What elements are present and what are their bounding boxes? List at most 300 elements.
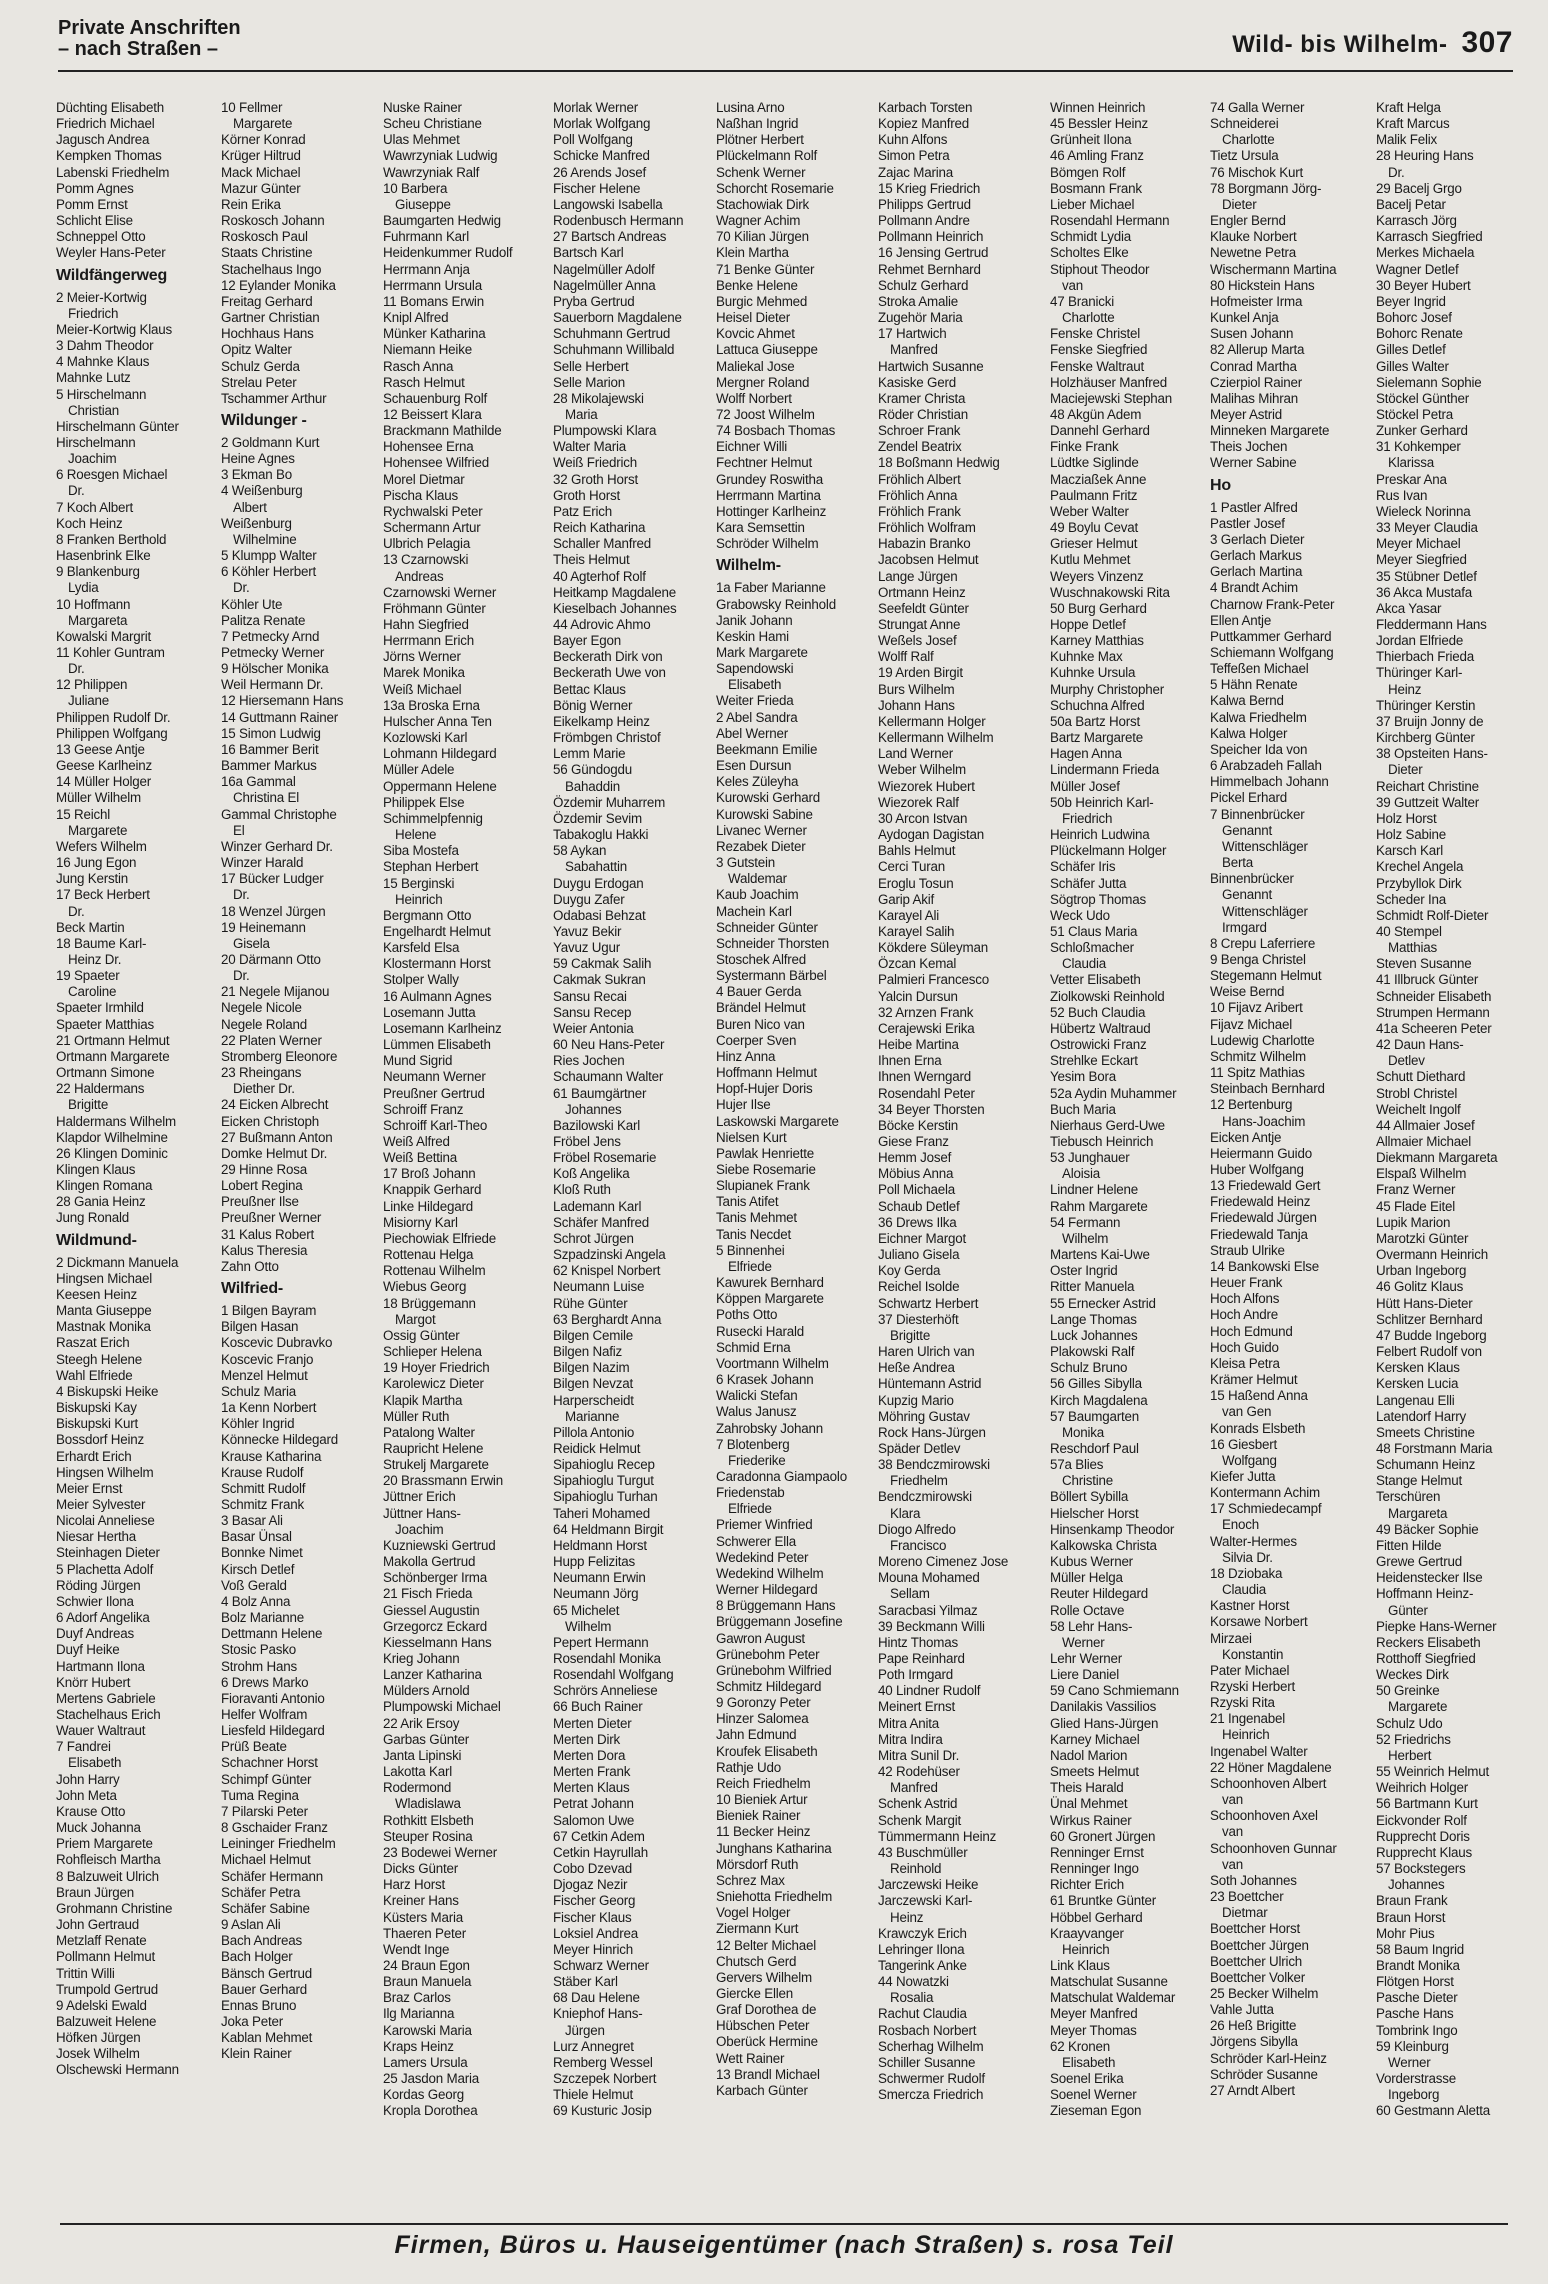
resident-entry: Späder Detlev: [878, 1440, 961, 1456]
resident-entry: Fröhlich Wolfram: [878, 520, 976, 536]
resident-entry: Taheri Mohamed: [553, 1505, 650, 1521]
resident-entry: Schwier Ilona: [56, 1593, 134, 1609]
resident-entry: Eikelkamp Heinz: [553, 713, 650, 729]
resident-entry: 16 Bammer Berit: [221, 741, 319, 757]
resident-entry: Weber Wilhelm: [878, 762, 966, 778]
resident-entry: Plückelmann Holger: [1050, 843, 1167, 859]
resident-entry: 4 Bolz Anna: [221, 1593, 291, 1609]
resident-entry: 13a Broska Erna: [383, 697, 480, 713]
entry-continuation: Heinz: [1388, 681, 1422, 697]
resident-entry: Grzegorcz Eckard: [383, 1618, 487, 1634]
resident-entry: Spaeter Irmhild: [56, 1000, 144, 1016]
resident-entry: Hirschelmann: [56, 434, 136, 450]
resident-entry: Hingsen Michael: [56, 1270, 152, 1286]
resident-entry: Thüringer Karl-: [1376, 665, 1463, 681]
resident-entry: 17 Hartwich: [878, 326, 947, 342]
resident-entry: Theis Harald: [1050, 1780, 1124, 1796]
resident-entry: Kawurek Bernhard: [716, 1275, 824, 1291]
resident-entry: 5 Binnenhei: [716, 1242, 785, 1258]
resident-entry: 12 Eylander Monika: [221, 277, 336, 293]
resident-entry: Weichelt Ingolf: [1376, 1101, 1461, 1117]
resident-entry: Malihas Mihran: [1210, 390, 1298, 406]
resident-entry: 6 Arabzadeh Fallah: [1210, 758, 1322, 774]
entry-continuation: Monika: [1062, 1424, 1104, 1440]
resident-entry: Ludewig Charlotte: [1210, 1032, 1315, 1048]
resident-entry: Bilgen Cemile: [553, 1327, 634, 1343]
resident-entry: 1a Faber Marianne: [716, 580, 826, 596]
resident-entry: Heibe Martina: [878, 1037, 959, 1053]
resident-entry: Pasche Dieter: [1376, 1990, 1458, 2006]
resident-entry: Spaeter Matthias: [56, 1016, 155, 1032]
resident-entry: 28 Gania Heinz: [56, 1194, 146, 1210]
entry-continuation: Charlotte: [1222, 132, 1275, 148]
resident-entry: Thiele Helmut: [553, 2087, 634, 2103]
street-heading: Wildmund-: [56, 1231, 137, 1249]
resident-entry: Saracbasi Yilmaz: [878, 1602, 978, 1618]
entry-continuation: van: [1222, 1824, 1243, 1840]
entry-continuation: Marianne: [565, 1408, 620, 1424]
resident-entry: 4 Bauer Gerda: [716, 984, 802, 1000]
resident-entry: Pawlak Henriette: [716, 1145, 815, 1161]
resident-entry: Schönberger Irma: [383, 1570, 487, 1586]
resident-entry: Friedewald Heinz: [1210, 1194, 1311, 1210]
resident-entry: Krieg Johann: [383, 1651, 460, 1666]
resident-entry: Murphy Christopher: [1050, 681, 1164, 697]
resident-entry: Grundey Roswitha: [716, 471, 823, 487]
resident-entry: Bach Andreas: [221, 1933, 302, 1949]
resident-entry: Joka Peter: [221, 2013, 284, 2029]
entry-continuation: Sellam: [890, 1586, 930, 1602]
resident-entry: Janta Lipinski: [383, 1747, 462, 1763]
resident-entry: Schäfer Petra: [221, 1884, 301, 1900]
resident-entry: Stephan Herbert: [383, 859, 479, 875]
resident-entry: Braz Carlos: [383, 1990, 451, 2006]
resident-entry: Rupprecht Klaus: [1376, 1844, 1472, 1860]
resident-entry: Kowalski Margrit: [56, 628, 152, 644]
resident-entry: Eickvonder Rolf: [1376, 1812, 1467, 1828]
resident-entry: Braun Manuela: [383, 1974, 472, 1990]
resident-entry: 19 Hoyer Friedrich: [383, 1360, 490, 1376]
resident-entry: Pollmann Heinrich: [878, 229, 984, 245]
resident-entry: Strukelj Margarete: [383, 1457, 489, 1473]
resident-entry: Karsch Karl: [1376, 843, 1444, 859]
resident-entry: Schmitz Wilhelm: [1210, 1048, 1306, 1064]
entry-continuation: Friedrich: [68, 305, 119, 321]
resident-entry: Wawrzyniak Ludwig: [383, 148, 498, 164]
resident-entry: Hottinger Karlheinz: [716, 503, 827, 519]
resident-entry: Eicken Antje: [1210, 1129, 1282, 1145]
resident-entry: Friedenstab: [716, 1485, 785, 1501]
resident-entry: Krause Otto: [56, 1803, 126, 1819]
resident-entry: 24 Braun Egon: [383, 1957, 470, 1973]
resident-entry: 12 Beissert Klara: [383, 406, 482, 422]
resident-entry: 27 Bußmann Anton: [221, 1129, 333, 1145]
resident-entry: 7 Fandrei: [56, 1739, 111, 1755]
resident-entry: 18 Boßmann Hedwig: [878, 455, 1000, 471]
entry-continuation: Wilhelm: [565, 1618, 612, 1634]
resident-entry: Zahn Otto: [221, 1258, 279, 1274]
resident-entry: Kellermann Holger: [878, 713, 986, 729]
resident-entry: 23 Rheingans: [221, 1065, 302, 1081]
resident-entry: John Meta: [56, 1787, 117, 1803]
resident-entry: Menzel Helmut: [221, 1367, 308, 1383]
resident-entry: Schaub Detlef: [878, 1198, 960, 1214]
resident-entry: Wiebus Georg: [383, 1279, 467, 1295]
resident-entry: 45 Flade Eitel: [1376, 1198, 1456, 1214]
resident-entry: Lattuca Giuseppe: [716, 342, 818, 358]
resident-entry: Fuhrmann Karl: [383, 229, 469, 245]
resident-entry: Schaumann Walter: [553, 1069, 664, 1085]
resident-entry: Wiezorek Hubert: [878, 778, 975, 794]
resident-entry: 2 Abel Sandra: [716, 709, 798, 725]
resident-entry: Pryba Gertrud: [553, 293, 635, 309]
resident-entry: Wieleck Norinna: [1376, 503, 1471, 519]
resident-entry: Hüntemann Astrid: [878, 1376, 982, 1392]
entry-continuation: Wittenschläger: [1222, 838, 1308, 854]
resident-entry: 16 Jensing Gertrud: [878, 245, 989, 261]
resident-entry: Bacelj Petar: [1376, 196, 1446, 212]
resident-entry: Krechel Angela: [1376, 859, 1464, 875]
resident-entry: Engelhardt Helmut: [383, 923, 491, 939]
resident-entry: Ortmann Margarete: [56, 1048, 170, 1064]
resident-entry: 56 Gilles Sibylla: [1050, 1376, 1142, 1392]
directory-column: [1376, 100, 1520, 2178]
resident-entry: Bieniek Rainer: [716, 1808, 801, 1824]
resident-entry: Schröder Karl-Heinz: [1210, 2050, 1327, 2066]
resident-entry: Klein Martha: [716, 245, 789, 261]
entry-continuation: Heinrich: [1222, 1727, 1270, 1743]
resident-entry: Karbach Günter: [716, 2082, 808, 2098]
resident-entry: Schmitz Frank: [221, 1496, 304, 1512]
resident-entry: Schoonhoven Albert: [1210, 1775, 1327, 1791]
entry-continuation: van: [1062, 277, 1083, 293]
resident-entry: Mastnak Monika: [56, 1319, 151, 1335]
resident-entry: 38 Bendczmirowski: [878, 1457, 990, 1473]
resident-entry: Raszat Erich: [56, 1335, 130, 1351]
resident-entry: Kropla Dorothea: [383, 2103, 478, 2119]
entry-continuation: Heinrich: [1062, 1941, 1110, 1957]
resident-entry: Charnow Frank-Peter: [1210, 596, 1335, 612]
resident-entry: Klauke Norbert: [1210, 229, 1297, 245]
resident-entry: Graf Dorothea de: [716, 2002, 817, 2018]
resident-entry: Voortmann Wilhelm: [716, 1355, 829, 1371]
resident-entry: Mitra Anita: [878, 1715, 940, 1731]
resident-entry: Schröder Wilhelm: [716, 536, 819, 552]
resident-entry: Simon Petra: [878, 148, 950, 164]
resident-entry: Aydogan Dagistan: [878, 827, 984, 843]
resident-entry: 34 Beyer Thorsten: [878, 1101, 985, 1117]
resident-entry: Karrasch Jörg: [1376, 213, 1457, 229]
resident-entry: 72 Joost Wilhelm: [716, 406, 815, 422]
resident-entry: Karolewicz Dieter: [383, 1376, 484, 1392]
resident-entry: Müller Helga: [1050, 1570, 1123, 1586]
resident-entry: Michael Helmut: [221, 1852, 311, 1868]
resident-entry: 53 Junghauer: [1050, 1150, 1130, 1166]
entry-continuation: Charlotte: [1062, 310, 1115, 326]
resident-entry: 9 Blankenburg: [56, 564, 140, 580]
resident-entry: Schroer Frank: [878, 423, 961, 439]
resident-entry: 18 Dziobaka: [1210, 1565, 1283, 1581]
resident-entry: 12 Belter Michael: [716, 1937, 817, 1953]
entry-continuation: Waldemar: [728, 871, 787, 887]
resident-entry: 40 Lindner Rudolf: [878, 1683, 981, 1699]
resident-entry: Tschammer Arthur: [221, 390, 327, 406]
resident-entry: Lindermann Frieda: [1050, 762, 1159, 778]
resident-entry: 19 Spaeter: [56, 968, 120, 984]
resident-entry: Mouna Mohamed: [878, 1570, 980, 1586]
resident-entry: Fijavz Michael: [1210, 1016, 1293, 1032]
resident-entry: Kirch Magdalena: [1050, 1392, 1148, 1408]
resident-entry: Pape Reinhard: [878, 1651, 965, 1666]
entry-continuation: Dietmar: [1222, 1905, 1268, 1921]
resident-entry: Wolff Ralf: [878, 649, 934, 665]
resident-entry: Conrad Martha: [1210, 358, 1297, 374]
directory-column: [553, 100, 721, 2178]
resident-entry: Harperscheidt: [553, 1392, 634, 1408]
resident-entry: Hartwich Susanne: [878, 358, 984, 374]
resident-entry: Gervers Wilhelm: [716, 1969, 812, 1985]
resident-entry: Groth Horst: [553, 487, 621, 503]
resident-entry: 15 Berginski: [383, 875, 455, 891]
entry-continuation: Juliane: [68, 693, 110, 709]
resident-entry: Kaub Joachim: [716, 887, 799, 903]
resident-entry: Glied Hans-Jürgen: [1050, 1715, 1159, 1731]
resident-entry: Martens Kai-Uwe: [1050, 1247, 1150, 1263]
resident-entry: Lüdtke Siglinde: [1050, 455, 1139, 471]
resident-entry: 18 Brüggemann: [383, 1295, 476, 1311]
resident-entry: 22 Arik Ersoy: [383, 1715, 460, 1731]
entry-continuation: Caroline: [68, 984, 117, 1000]
resident-entry: Przybyllok Dirk: [1376, 875, 1462, 891]
resident-entry: Hohensee Wilfried: [383, 455, 490, 471]
resident-entry: 76 Mischok Kurt: [1210, 164, 1304, 180]
resident-entry: Köhler Ute: [221, 596, 283, 612]
street-heading: Wilfried-: [221, 1280, 284, 1298]
resident-entry: Loksiel Andrea: [553, 1925, 639, 1941]
resident-entry: Naßhan Ingrid: [716, 116, 799, 132]
resident-entry: Fenske Siegfried: [1050, 342, 1148, 358]
resident-entry: Reich Friedhelm: [716, 1775, 811, 1791]
resident-entry: 9 Hölscher Monika: [221, 661, 329, 677]
resident-entry: Heiermann Guido: [1210, 1145, 1312, 1161]
resident-entry: Erhardt Erich: [56, 1448, 132, 1464]
resident-entry: 21 Ortmann Helmut: [56, 1032, 170, 1048]
resident-entry: Wedekind Peter: [716, 1549, 809, 1565]
resident-entry: Boettcher Jürgen: [1210, 1937, 1309, 1953]
resident-entry: Meyer Astrid: [1210, 406, 1283, 422]
resident-entry: Kiefer Jutta: [1210, 1468, 1276, 1484]
resident-entry: Heße Andrea: [878, 1360, 955, 1376]
resident-entry: Lobert Regina: [221, 1178, 303, 1194]
resident-entry: Schäfer Jutta: [1050, 875, 1127, 891]
resident-entry: 66 Buch Rainer: [553, 1699, 643, 1715]
resident-entry: Zendel Beatrix: [878, 439, 962, 455]
resident-entry: Thüringer Kerstin: [1376, 697, 1476, 713]
resident-entry: Wagner Achim: [716, 213, 801, 229]
resident-entry: 6 Drews Marko: [221, 1674, 309, 1690]
resident-entry: 69 Kusturic Josip: [553, 2103, 652, 2119]
resident-entry: Ries Jochen: [553, 1053, 625, 1069]
resident-entry: 61 Baumgärtner: [553, 1085, 647, 1101]
entry-continuation: Dr.: [233, 968, 250, 984]
entry-continuation: Berta: [1222, 855, 1254, 871]
resident-entry: Merten Dirk: [553, 1731, 620, 1747]
resident-entry: Niemann Heike: [383, 342, 472, 358]
resident-entry: Hinsenkamp Theodor: [1050, 1521, 1175, 1537]
resident-entry: Philippen Wolfgang: [56, 725, 168, 741]
resident-entry: Philipps Gertrud: [878, 196, 971, 212]
resident-entry: Walter Maria: [553, 439, 626, 455]
resident-entry: Kraft Marcus: [1376, 116, 1450, 132]
resident-entry: Nuske Rainer: [383, 100, 462, 115]
resident-entry: 35 Stübner Detlef: [1376, 568, 1477, 584]
resident-entry: Priemer Winfried: [716, 1517, 813, 1533]
resident-entry: Hasenbrink Elke: [56, 548, 151, 564]
resident-entry: 11 Becker Heinz: [716, 1824, 811, 1840]
resident-entry: Keesen Heinz: [56, 1286, 137, 1302]
resident-entry: Lieber Michael: [1050, 196, 1135, 212]
resident-entry: Diekmann Margareta: [1376, 1150, 1498, 1166]
entry-continuation: Hans-Joachim: [1222, 1113, 1306, 1129]
resident-entry: Rahm Margarete: [1050, 1198, 1148, 1214]
resident-entry: Steven Susanne: [1376, 956, 1472, 972]
resident-entry: Kontermann Achim: [1210, 1485, 1320, 1501]
resident-entry: Steegh Helene: [56, 1351, 142, 1367]
resident-entry: Kersken Klaus: [1376, 1360, 1460, 1376]
resident-entry: Kalus Theresia: [221, 1242, 308, 1258]
entry-continuation: Dr.: [1388, 164, 1405, 180]
resident-entry: Preskar Ana: [1376, 471, 1447, 487]
resident-entry: Tiebusch Heinrich: [1050, 1134, 1154, 1149]
resident-entry: Strumpen Hermann: [1376, 1004, 1490, 1020]
resident-entry: Karney Matthias: [1050, 633, 1144, 649]
resident-entry: Stosic Pasko: [221, 1642, 297, 1658]
resident-entry: 8 Brüggemann Hans: [716, 1598, 836, 1614]
header-range: [1232, 26, 1513, 60]
resident-entry: Müller Ruth: [383, 1408, 450, 1424]
resident-entry: Grünebohm Peter: [716, 1646, 820, 1662]
resident-entry: 80 Hickstein Hans: [1210, 277, 1315, 293]
resident-entry: Ihnen Erna: [878, 1053, 942, 1069]
resident-entry: Szczepek Norbert: [553, 2071, 657, 2087]
resident-entry: Bergmann Otto: [383, 907, 472, 923]
resident-entry: Fröbel Rosemarie: [553, 1150, 657, 1166]
resident-entry: Siba Mostefa: [383, 843, 459, 859]
entry-continuation: Dieter: [1222, 196, 1257, 212]
directory-column: [1210, 100, 1378, 2178]
resident-entry: Bossdorf Heinz: [56, 1432, 144, 1448]
resident-entry: 38 Opsteiten Hans-: [1376, 746, 1488, 762]
resident-entry: Bettac Klaus: [553, 681, 626, 697]
resident-entry: Schimpf Günter: [221, 1771, 312, 1787]
resident-entry: Stachelhaus Ingo: [221, 261, 322, 277]
resident-entry: Kastner Horst: [1210, 1598, 1290, 1614]
resident-entry: Poll Michaela: [878, 1182, 956, 1198]
resident-entry: Sögtrop Thomas: [1050, 891, 1146, 907]
resident-entry: 55 Weinrich Helmut: [1376, 1764, 1489, 1780]
resident-entry: 52 Buch Claudia: [1050, 1004, 1146, 1020]
resident-entry: Biskupski Kurt: [56, 1416, 139, 1432]
resident-entry: Mazur Günter: [221, 180, 301, 196]
resident-entry: Stegemann Helmut: [1210, 968, 1322, 984]
resident-entry: Selle Marion: [553, 374, 626, 390]
resident-entry: 17 Beck Herbert: [56, 887, 150, 903]
footer-note: Firmen, Büros u. Hauseigentümer (nach Straßen) s. rosa Teil: [60, 2223, 1508, 2271]
resident-entry: Rasch Anna: [383, 358, 454, 374]
resident-entry: Strelau Peter: [221, 374, 297, 390]
resident-entry: 3 Dahm Theodor: [56, 338, 154, 354]
resident-entry: Piepke Hans-Werner: [1376, 1618, 1497, 1634]
resident-entry: Rosendahl Wolfgang: [553, 1667, 674, 1683]
resident-entry: Bohorc Renate: [1376, 326, 1463, 342]
resident-entry: Labenski Friedhelm: [56, 164, 170, 180]
resident-entry: Jüttner Erich: [383, 1489, 456, 1505]
resident-entry: Schneider Thorsten: [716, 935, 830, 951]
resident-entry: Grewe Gertrud: [1376, 1554, 1462, 1570]
resident-entry: Machein Karl: [716, 903, 792, 919]
resident-entry: Schäfer Sabine: [221, 1900, 310, 1916]
resident-entry: Benke Helene: [716, 277, 798, 293]
resident-entry: Esen Dursun: [716, 758, 792, 774]
resident-entry: Sansu Recai: [553, 988, 627, 1004]
resident-entry: Mahnke Lutz: [56, 370, 131, 386]
resident-entry: Domke Helmut Dr.: [221, 1145, 328, 1161]
resident-entry: Grabowsky Reinhold: [716, 596, 836, 612]
resident-entry: Wett Rainer: [716, 2050, 785, 2066]
resident-entry: Luck Johannes: [1050, 1327, 1138, 1343]
entry-continuation: Claudia: [1062, 956, 1107, 972]
resident-entry: 2 Goldmann Kurt: [221, 434, 320, 450]
entry-continuation: Margarete: [1388, 1699, 1448, 1715]
resident-entry: Braun Frank: [1376, 1893, 1448, 1909]
resident-entry: Thaeren Peter: [383, 1925, 467, 1941]
resident-entry: Hübertz Waltraud: [1050, 1020, 1151, 1036]
resident-entry: Jung Ronald: [56, 1210, 129, 1226]
resident-entry: Systermann Bärbel: [716, 968, 827, 984]
resident-entry: Staats Christine: [221, 245, 313, 261]
resident-entry: Rodenbusch Hermann: [553, 213, 684, 229]
resident-entry: Herrmann Ursula: [383, 277, 482, 293]
resident-entry: Petmecky Werner: [221, 645, 325, 660]
resident-entry: Pollmann Helmut: [56, 1949, 155, 1965]
resident-entry: Friedrich Michael: [56, 116, 155, 132]
resident-entry: Ulbrich Pelagia: [383, 536, 471, 552]
resident-entry: Plückelmann Rolf: [716, 148, 817, 164]
resident-entry: 21 Negele Mijanou: [221, 984, 330, 1000]
resident-entry: 30 Arcon Istvan: [878, 810, 968, 826]
resident-entry: 4 Biskupski Heike: [56, 1383, 159, 1399]
resident-entry: Brüggemann Josefine: [716, 1614, 843, 1630]
resident-entry: Buch Maria: [1050, 1101, 1116, 1117]
resident-entry: Ihnen Werngard: [878, 1069, 971, 1085]
street-heading: Wilhelm-: [716, 557, 781, 575]
resident-entry: 46 Amling Franz: [1050, 148, 1144, 164]
resident-entry: Grieser Helmut: [1050, 536, 1138, 552]
resident-entry: Voß Gerald: [221, 1577, 287, 1593]
resident-entry: 15 Krieg Friedrich: [878, 180, 981, 196]
resident-entry: Hinzer Salomea: [716, 1711, 809, 1727]
resident-entry: John Harry: [56, 1771, 120, 1787]
resident-entry: 14 Guttmann Rainer: [221, 709, 338, 725]
resident-entry: Theis Jochen: [1210, 439, 1288, 455]
resident-entry: Möhring Gustav: [878, 1408, 970, 1424]
resident-entry: Schulz Udo: [1376, 1715, 1443, 1731]
resident-entry: 41a Scheeren Peter: [1376, 1020, 1492, 1036]
resident-entry: 5 Hähn Renate: [1210, 677, 1298, 693]
resident-entry: Thierbach Frieda: [1376, 649, 1475, 665]
resident-entry: Meyer Michael: [1376, 536, 1461, 552]
resident-entry: Kraayvanger: [1050, 1925, 1124, 1941]
